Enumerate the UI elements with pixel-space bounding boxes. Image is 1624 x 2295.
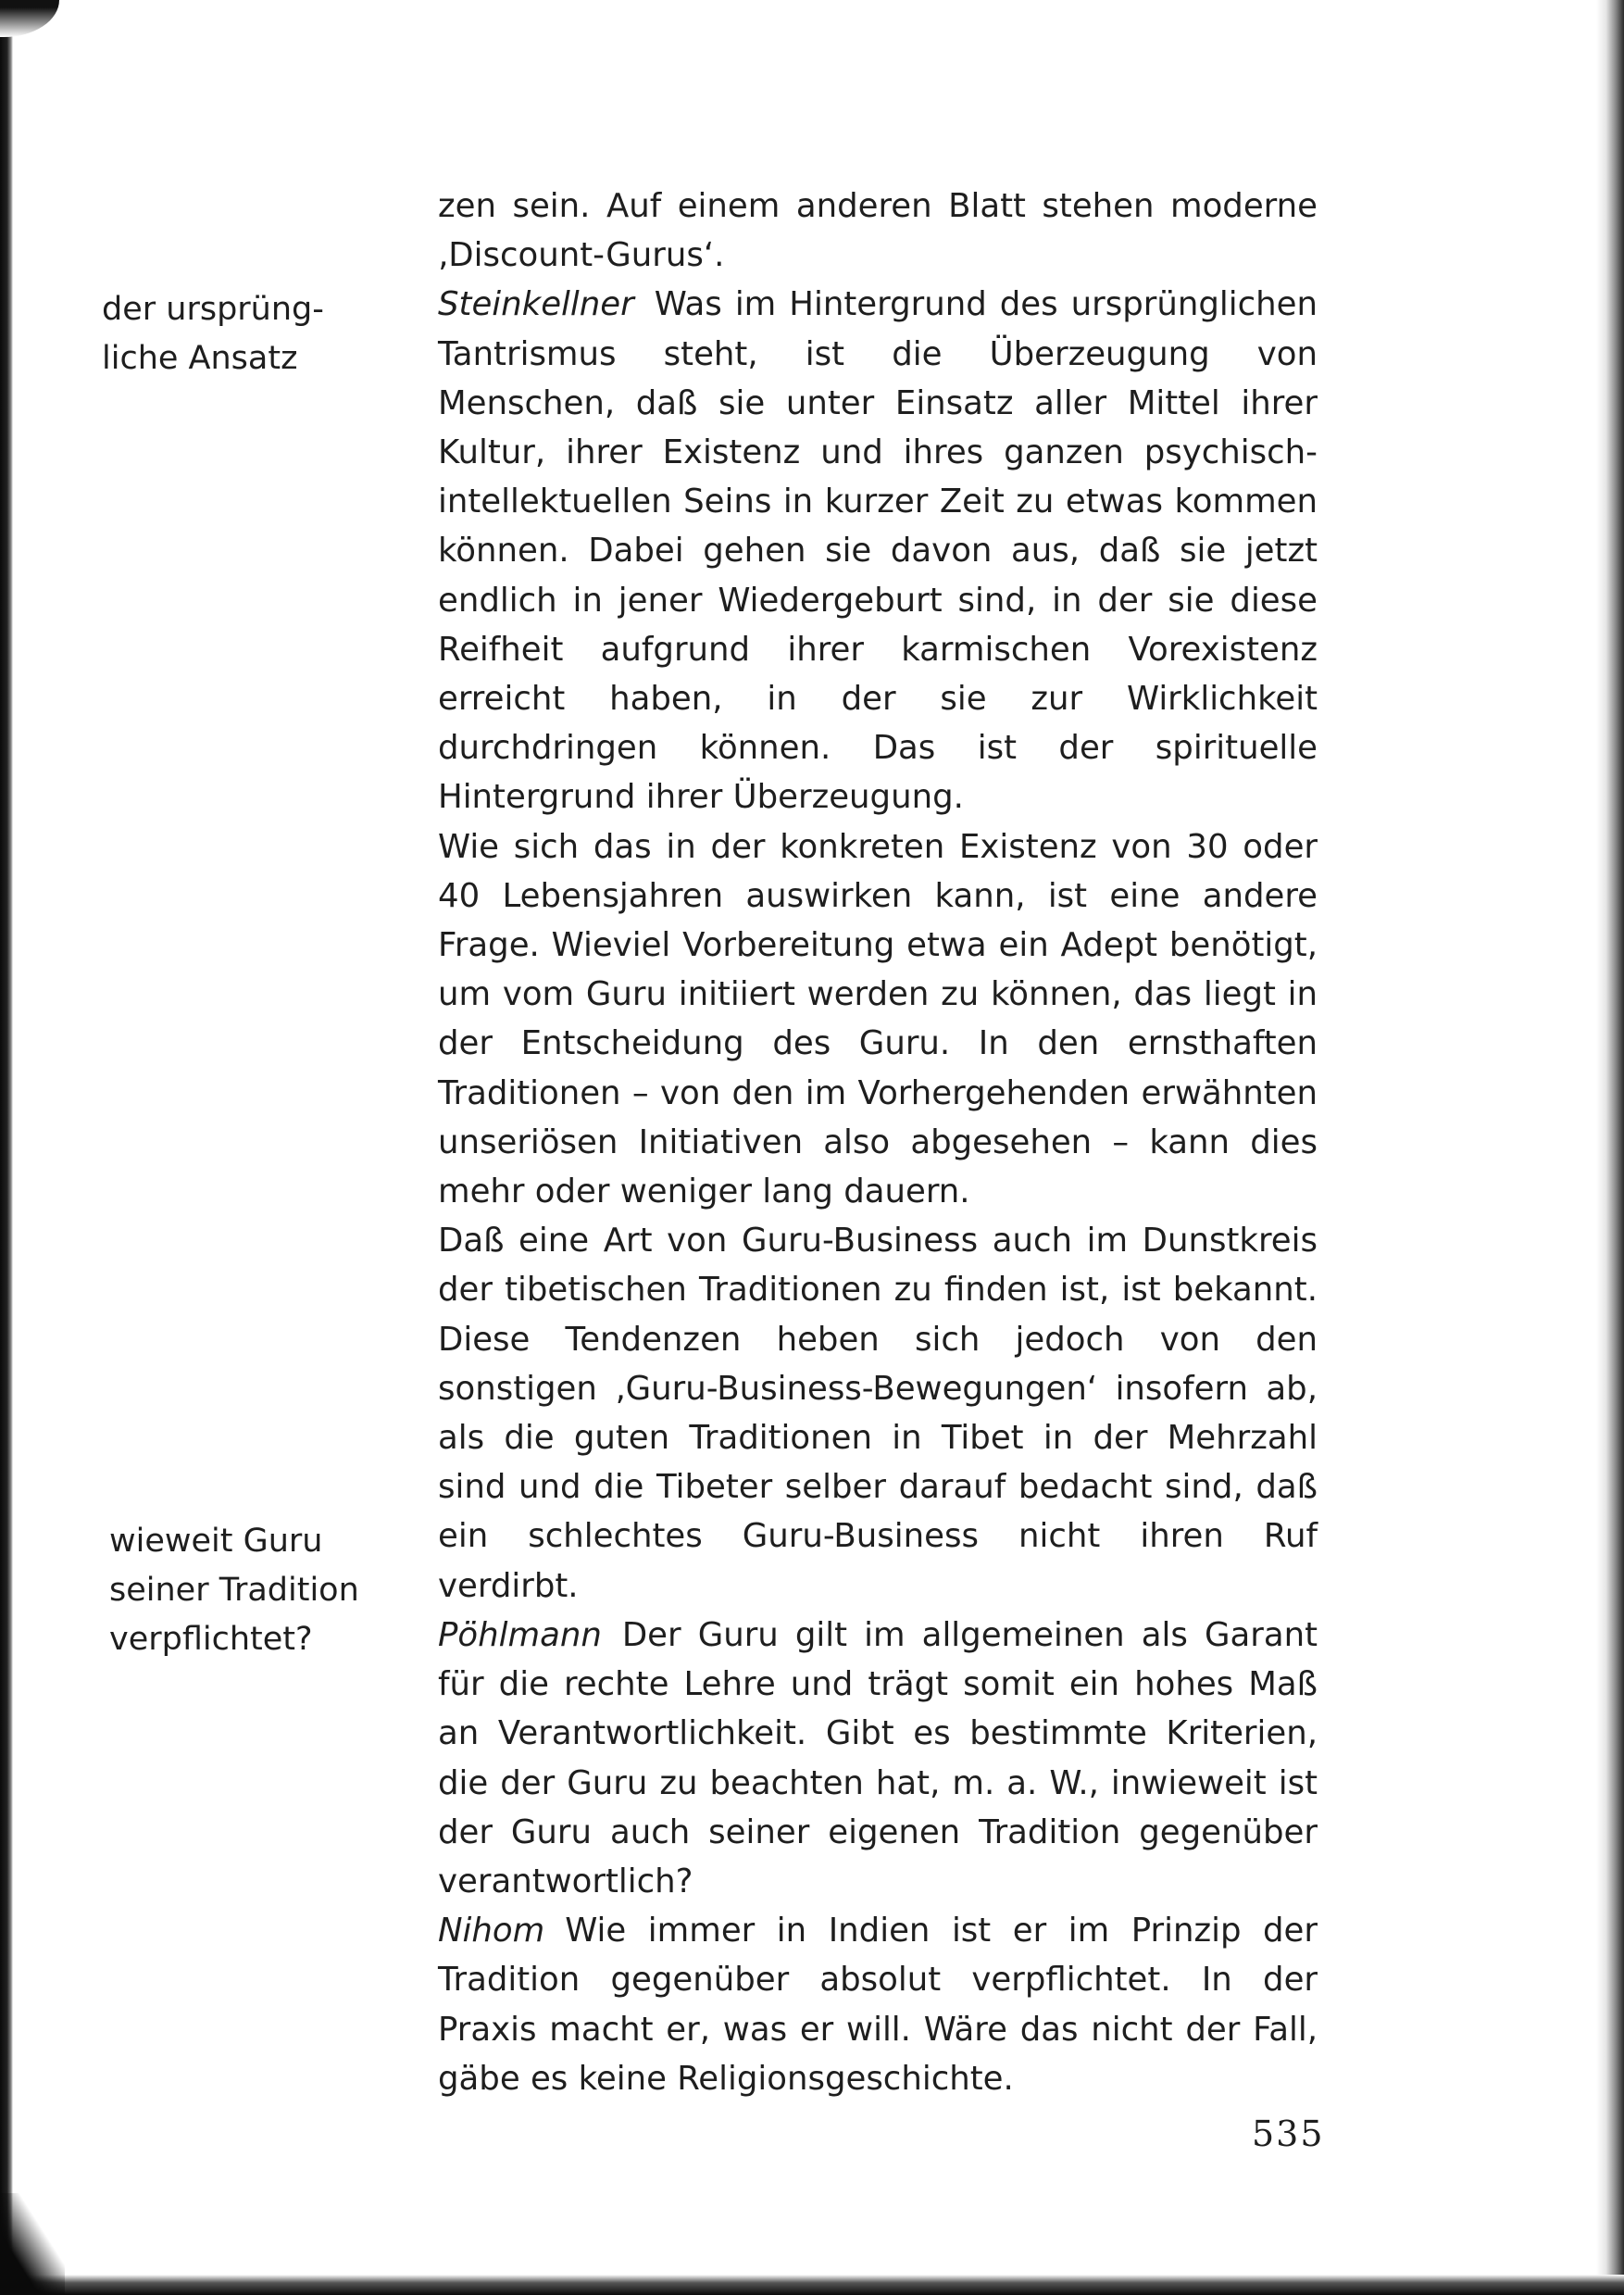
speaker-name: Steinkellner xyxy=(438,285,634,324)
scan-corner-bottom-left xyxy=(0,2193,65,2295)
paragraph-opening: zen sein. Auf einem anderen Blatt stehen moderne ‚Discount-Gurus‘. xyxy=(438,187,1318,275)
margin-note-original-approach: der ursprüng- liche Ansatz xyxy=(102,291,324,377)
margin-note-guru-tradition: wieweit Guru seiner Tradition verpflichtet? xyxy=(109,1523,359,1658)
scan-corner-top-left xyxy=(0,0,59,37)
paragraph-preparation: Wie sich das in der konkreten Existenz von 30 oder 40 Lebensjahren auswirken kann, ist eine andere Frage. Wieviel Vorbereitung etwa ein Adept benötigt, um vom Guru initiiert werden zu können, das liegt in der Entscheidung des Guru. In den ernsthaften Traditionen – von den im Vorhergehenden erwähnten unseriösen Initiativen also abgesehen – kann dies mehr oder weniger lang dauern. xyxy=(438,827,1318,1211)
scan-edge-bottom xyxy=(0,2275,1624,2295)
paragraph-text: Wie immer in Indien ist er im Prinzip der Tradition gegenüber absolut verpflichtet. In der Praxis macht er, was er will. Wäre das nicht der Fall, gäbe es keine Religionsgeschichte. xyxy=(438,1912,1318,2098)
paragraph-text: Der Guru gilt im allgemeinen als Garant für die rechte Lehre und trägt somit ein hohes Maß an Verantwortlichkeit. Gibt es bestimmte Kriterien, die der Guru zu beachten hat, m. a. W., inwieweit ist der Guru auch seiner eigenen Tradition gegenüber verantwortlich? xyxy=(438,1615,1318,1900)
scan-edge-right xyxy=(1596,0,1624,2295)
paragraph-guru-business: Daß eine Art von Guru-Business auch im Dunstkreis der tibetischen Traditionen zu finden ist, ist bekannt. Diese Tendenzen heben sich jedoch von den sonstigen ‚Guru-Business-Bewegungen‘ insofern ab, als die guten Traditionen in Tibet in der Mehrzahl sind und die Tibeter selber darauf bedacht sind, daß ein schlechtes Guru-Business nicht ihren Ruf verdirbt. xyxy=(438,1222,1318,1605)
page-number: 535 xyxy=(1252,2113,1325,2154)
scan-edge-left xyxy=(0,0,13,2295)
speaker-name: Pöhlmann xyxy=(438,1615,602,1654)
main-text-column xyxy=(438,182,1318,2103)
paragraph-nihom xyxy=(438,1906,1318,2103)
paragraph-text: Was im Hintergrund des ursprünglichen Tantrismus steht, ist die Überzeugung von Menschen, daß sie unter Einsatz aller Mittel ihrer Kultur, ihrer Existenz und ihres ganzen psychisch-intellektuellen Seins in kurzer Zeit zu etwas kommen können. Dabei gehen sie davon aus, daß sie jetzt endlich in jener Wiedergeburt sind, in der sie diese Reifheit aufgrund ihrer karmischen Vorexistenz erreicht haben, in der sie zur Wirklichkeit durchdringen können. Das ist der spirituelle Hintergrund ihrer Überzeugung. xyxy=(438,285,1318,817)
paragraph-steinkellner xyxy=(438,280,1318,821)
paragraph-poehlmann xyxy=(438,1611,1318,1906)
speaker-name: Nihom xyxy=(438,1912,545,1950)
